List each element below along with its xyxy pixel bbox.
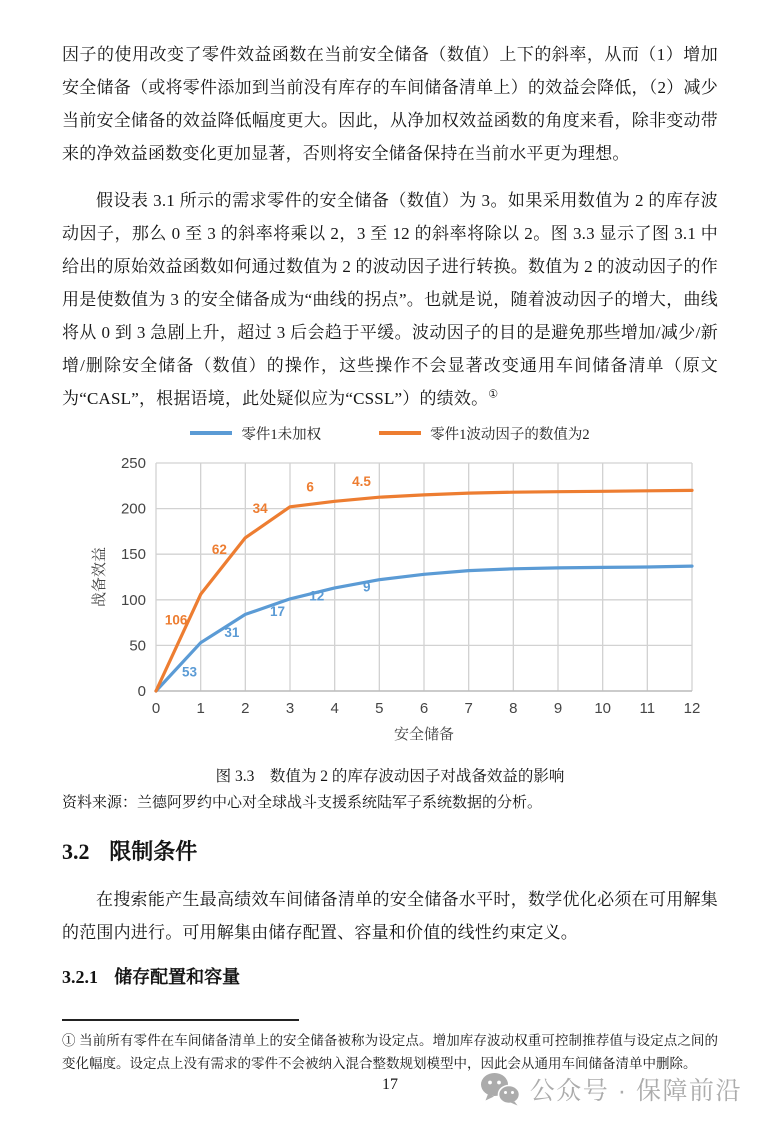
paragraph-assumption: [62, 184, 718, 415]
paragraph-continuation: 因子的使用改变了零件效益函数在当前安全储备（数值）上下的斜率，从而（1）增加安全储备（或将零件添加到当前没有库存的车间储备清单上）的效益会降低，（2）减少当前安全储备的效益降低幅度更大。因此，从净加权效益函数的角度来看，除非变动带来的净效益函数变化更加显著，否则将安全储备保持在当前水平更为理想。: [62, 45, 718, 163]
legend-label: 零件1未加权: [241, 426, 322, 443]
legend-swatch: [190, 431, 232, 435]
data-label: 17: [269, 604, 286, 620]
paragraph-text: 假设表 3.1 所示的需求零件的安全储备（数值）为 3。如果采用数值为 2 的库存波动因子，那么 0 至 3 的斜率将乘以 2，3 至 12 的斜率将除以 2。图 3.3 显示了图 3.1 中给出的原始效益函数如何通过数值为 2 的波动因子进行转换。数值为 2 的波动因子的作用是使数值为 3 的安全储备成为“曲线的拐点”。也就是说，随着波动因子的增大，曲线将从 0 到 3 急剧上升，超过 3 后会趋于平缓。波动因子的目的是避免那些增加/减少/新增/删除安全储备（数值）的操作，这些操作不会显著改变通用车间储备清单（原文为“CASL”，根据语境，此处疑似应为“CSSL”）的绩效。: [62, 191, 718, 408]
wechat-icon: [480, 1072, 520, 1106]
footnote: [62, 1029, 718, 1075]
x-tick-label: 5: [375, 700, 384, 717]
x-tick-label: 10: [594, 700, 612, 717]
data-label: 106: [164, 612, 188, 628]
data-label: 31: [224, 625, 240, 641]
x-tick-label: 0: [151, 700, 161, 717]
x-tick-label: 9: [553, 700, 563, 717]
legend-swatch: [379, 431, 421, 435]
footnote-text: 当前所有零件在车间储备清单上的安全储备被称为设定点。增加库存波动权重可控制推荐值与设定点之间的变化幅度。设定点上没有需求的零件不会被纳入混合整数规划模型中，因此会从通用车间储备清单中删除。: [62, 1033, 719, 1071]
figure-caption: 图 3.3 数值为 2 的库存波动因子对战备效益的影响: [215, 768, 565, 785]
legend-item: [190, 423, 321, 444]
x-tick-label: 2: [241, 700, 250, 717]
y-tick-label: 200: [120, 500, 146, 518]
section-heading-3-2-1: [62, 963, 718, 991]
data-label: 62: [211, 542, 227, 558]
x-tick-label: 12: [683, 700, 701, 717]
page-number: 17: [382, 1076, 398, 1093]
section-heading-3-2: [62, 835, 718, 869]
legend-label: 零件1波动因子的数值为2: [430, 426, 590, 443]
y-tick-label: 50: [129, 637, 146, 655]
x-tick-label: 7: [464, 700, 473, 717]
x-tick-label: 4: [330, 700, 339, 717]
y-tick-label: 150: [120, 546, 146, 564]
y-tick-label: 250: [120, 455, 146, 472]
section-title: 限制条件: [109, 839, 198, 864]
y-tick-label: 100: [120, 591, 146, 609]
x-axis-title: 安全储备: [393, 726, 455, 743]
legend-item: [379, 423, 590, 444]
footnote-marker: ①: [62, 1033, 76, 1048]
data-label: 6: [306, 479, 314, 495]
x-tick-label: 1: [196, 700, 205, 717]
y-axis-title: 战备效益: [91, 546, 108, 608]
chart-legend: [62, 423, 718, 443]
x-tick-label: 3: [285, 700, 295, 717]
footnote-reference: ①: [488, 388, 499, 401]
footnote-separator: [62, 1019, 299, 1021]
figure-source: 资料来源：兰德阿罗约中心对全球战斗支援系统陆军子系统数据的分析。: [62, 795, 543, 811]
watermark: [480, 1071, 742, 1107]
x-tick-label: 8: [509, 700, 518, 717]
data-label: 9: [363, 579, 371, 595]
paragraph-constraints: 在搜索能产生最高绩效车间储备清单的安全储备水平时，数学优化必须在可用解集的范围内进行。可用解集由储存配置、容量和价值的线性约束定义。: [62, 890, 718, 942]
section-number: 3.2: [62, 839, 90, 864]
data-label: 12: [309, 588, 325, 604]
data-label: 34: [252, 501, 268, 517]
figure-3-3: [62, 423, 718, 815]
data-label: 53: [181, 664, 198, 680]
data-label: 4.5: [352, 473, 371, 489]
line-chart: [62, 451, 718, 751]
section-number: 3.2.1: [62, 967, 98, 987]
x-tick-label: 6: [419, 700, 429, 717]
y-tick-label: 0: [137, 683, 146, 700]
x-tick-label: 11: [639, 700, 656, 717]
section-title: 储存配置和容量: [114, 967, 241, 987]
watermark-text: 公众号 · 保障前沿: [529, 1077, 742, 1105]
